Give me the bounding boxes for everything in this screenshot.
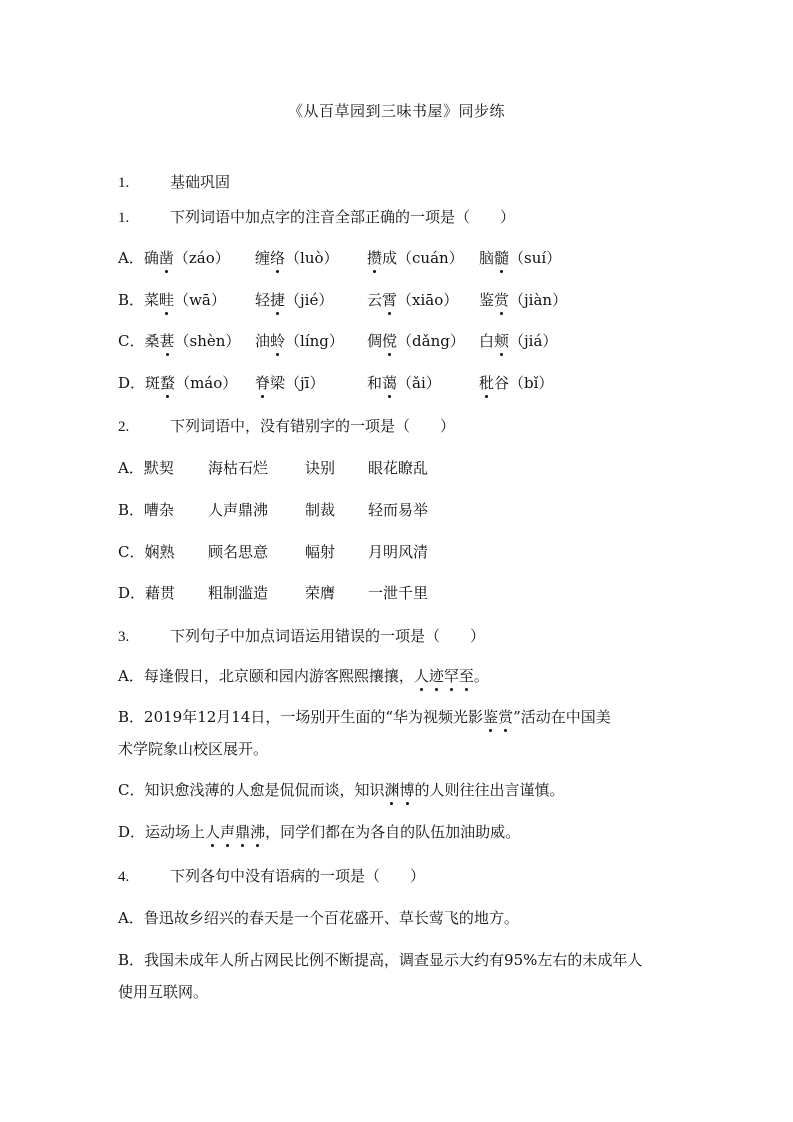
dotted-char: 赏 xyxy=(498,708,514,726)
plain-char: 云 xyxy=(367,291,383,309)
plain-char: 斑 xyxy=(145,374,161,392)
plain-char: 缠 xyxy=(255,249,271,267)
dotted-word xyxy=(384,781,414,799)
section-number: 1. xyxy=(118,175,130,191)
option-word: 月明风清 xyxy=(368,543,429,561)
pinyin-note: 梁（jī） xyxy=(270,374,325,392)
plain-char: 桑 xyxy=(144,332,160,350)
dotted-word xyxy=(414,667,474,685)
option-word xyxy=(255,373,324,393)
pinyin-note: （jiá） xyxy=(509,332,558,350)
question-number: 2. xyxy=(118,419,130,435)
pinyin-note: 成（cuán） xyxy=(382,249,464,267)
question-number: 4. xyxy=(118,869,130,885)
option-word: 粗制滥造 xyxy=(208,584,269,602)
plain-char: 菜 xyxy=(144,291,160,309)
pinyin-note: （suí） xyxy=(509,249,562,267)
dotted-char: 至 xyxy=(458,667,474,685)
plain-char: 油 xyxy=(255,332,271,350)
dotted-char: 畦 xyxy=(159,291,175,309)
option-word xyxy=(479,331,557,351)
dotted-char: 声 xyxy=(220,823,236,841)
pinyin-note: 谷（bǐ） xyxy=(494,374,554,392)
pinyin-note: （luò） xyxy=(285,249,339,267)
option-word xyxy=(118,248,230,268)
section-heading xyxy=(118,172,230,193)
option-word xyxy=(367,248,464,268)
dotted-char: 鼎 xyxy=(235,823,251,841)
question-4-option-a: A．鲁迅故乡绍兴的春天是一个百花盛开、草长莺飞的地方。 xyxy=(118,909,519,927)
dotted-char: 迹 xyxy=(428,667,444,685)
option-word xyxy=(118,331,240,351)
dotted-char: 攒 xyxy=(367,249,383,267)
dotted-char: 葚 xyxy=(159,332,175,350)
question-text: 下列词语中加点字的注音全部正确的一项是（ ） xyxy=(170,208,516,226)
pinyin-note: （záo） xyxy=(173,249,230,267)
dotted-char: 脊 xyxy=(255,374,271,392)
option-word xyxy=(367,373,441,393)
question-1-stem xyxy=(118,207,515,228)
option-word: A．默契 xyxy=(118,459,174,477)
dotted-word xyxy=(483,708,513,726)
pinyin-note: （líng） xyxy=(285,332,344,350)
question-text: 下列词语中，没有错别字的一项是（ ） xyxy=(170,417,456,435)
option-text: A．每逢假日，北京颐和园内游客熙熙攘攘， xyxy=(118,667,414,685)
option-letter: B． xyxy=(118,291,145,309)
question-3-option-d xyxy=(118,822,520,842)
plain-char: 脑 xyxy=(479,249,495,267)
section-label: 基础巩固 xyxy=(170,173,231,191)
pinyin-note: （máo） xyxy=(175,374,238,392)
option-letter: C． xyxy=(118,332,145,350)
option-word: 顾名思意 xyxy=(208,543,269,561)
question-text: 下列各句中没有语病的一项是（ ） xyxy=(170,867,426,885)
option-word xyxy=(255,248,339,268)
page-title: 《从百草园到三味书屋》同步练 xyxy=(287,102,505,120)
question-4-option-b: B．我国未成年人所占网民比例不断提高，调查显示大约有95%左右的未成年人 xyxy=(118,951,643,969)
question-3-option-b-cont: 术学院象山校区展开。 xyxy=(118,740,269,758)
option-word xyxy=(367,331,465,351)
plain-char: 白 xyxy=(479,332,495,350)
dotted-char: 人 xyxy=(413,667,429,685)
option-word: C．娴熟 xyxy=(118,543,175,561)
plain-char: 鉴 xyxy=(479,291,495,309)
dotted-char: 渊 xyxy=(384,781,400,799)
option-word: 海枯石烂 xyxy=(208,459,269,477)
option-text: ”活动在中国美 xyxy=(513,708,611,726)
option-word xyxy=(255,290,333,310)
option-word: 幅射 xyxy=(305,543,336,561)
option-word xyxy=(118,373,237,393)
dotted-char: 凿 xyxy=(158,249,174,267)
option-letter: D． xyxy=(118,374,146,392)
pinyin-note: （wā） xyxy=(174,291,226,309)
dotted-char: 蛉 xyxy=(270,332,286,350)
option-word: 眼花瞭乱 xyxy=(368,459,429,477)
dotted-char: 蝥 xyxy=(160,374,176,392)
dotted-char: 鉴 xyxy=(483,708,499,726)
option-word: D．藉贯 xyxy=(118,584,176,602)
dotted-char: 沸 xyxy=(250,823,266,841)
option-word: B．嘈杂 xyxy=(118,501,175,519)
option-word: 诀别 xyxy=(305,459,336,477)
dotted-char: 颊 xyxy=(494,332,510,350)
option-word: 一泄千里 xyxy=(368,584,429,602)
option-word xyxy=(367,290,458,310)
question-text: 下列句子中加点词语运用错误的一项是（ ） xyxy=(170,627,486,645)
plain-char: 轻 xyxy=(255,291,271,309)
question-2-stem xyxy=(118,416,455,437)
option-text: ，同学们都在为各自的队伍加油助威。 xyxy=(265,823,521,841)
dotted-char: 人 xyxy=(205,823,221,841)
option-letter: A． xyxy=(118,249,144,267)
dotted-char: 络 xyxy=(270,249,286,267)
option-word xyxy=(479,373,553,393)
pinyin-note: （jié） xyxy=(285,291,334,309)
option-text: 。 xyxy=(473,667,489,685)
question-number: 1. xyxy=(118,210,130,226)
dotted-char: 罕 xyxy=(443,667,459,685)
dotted-char: 博 xyxy=(399,781,415,799)
option-word: 荣膺 xyxy=(305,584,336,602)
option-word xyxy=(118,290,226,310)
dotted-char: 赏 xyxy=(494,291,510,309)
question-4-option-b-cont: 使用互联网。 xyxy=(118,983,209,1001)
dotted-char: 蔼 xyxy=(382,374,398,392)
dotted-char: 傥 xyxy=(382,332,398,350)
option-word xyxy=(255,331,344,351)
dotted-char: 捷 xyxy=(270,291,286,309)
question-3-option-b xyxy=(118,707,611,727)
pinyin-note: （xiāo） xyxy=(397,291,459,309)
plain-char: 确 xyxy=(143,249,159,267)
pinyin-note: （jiàn） xyxy=(509,291,568,309)
option-word xyxy=(479,248,561,268)
option-word xyxy=(479,290,567,310)
pinyin-note: （ǎi） xyxy=(397,374,441,392)
dotted-word xyxy=(205,823,265,841)
option-word: 人声鼎沸 xyxy=(208,501,269,519)
dotted-char: 秕 xyxy=(479,374,495,392)
plain-char: 和 xyxy=(367,374,383,392)
option-text: B．2019年12月14日，一场别开生面的“华为视频光影 xyxy=(118,708,484,726)
question-4-stem xyxy=(118,866,425,887)
option-word: 轻而易举 xyxy=(368,501,429,519)
question-3-option-a xyxy=(118,666,489,686)
option-text: 的人则往往出言谨慎。 xyxy=(414,781,565,799)
option-word: 制裁 xyxy=(305,501,336,519)
question-number: 3. xyxy=(118,629,130,645)
plain-char: 倜 xyxy=(367,332,383,350)
question-3-stem xyxy=(118,626,485,647)
option-text: D．运动场上 xyxy=(118,823,206,841)
question-3-option-c xyxy=(118,780,565,800)
dotted-char: 霄 xyxy=(382,291,398,309)
option-text: C．知识愈浅薄的人愈是侃侃而谈，知识 xyxy=(118,781,385,799)
dotted-char: 髓 xyxy=(494,249,510,267)
pinyin-note: （shèn） xyxy=(174,332,241,350)
pinyin-note: （dǎng） xyxy=(397,332,465,350)
